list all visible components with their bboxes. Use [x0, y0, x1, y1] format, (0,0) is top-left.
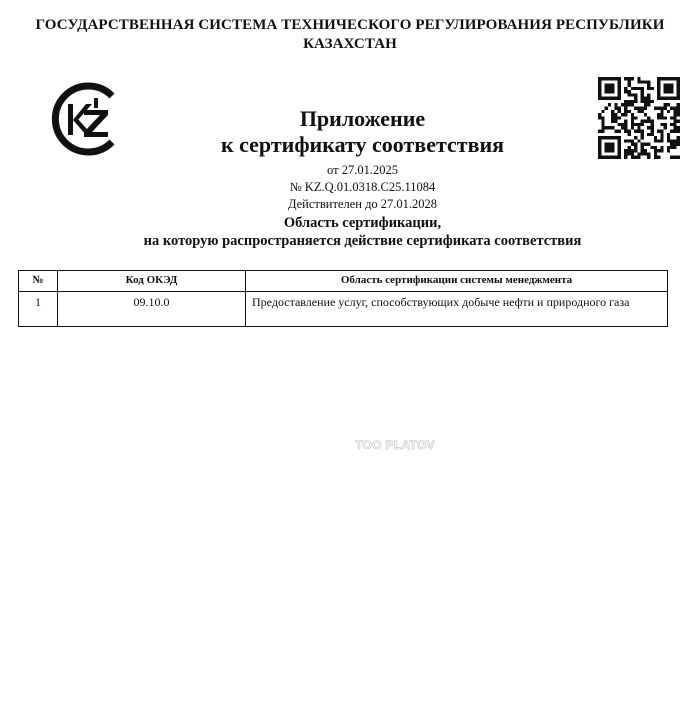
header-title	[10, 16, 690, 54]
certificate-validity: Действителен до 27.01.2028	[287, 197, 438, 211]
kz-conformity-mark-icon	[46, 80, 124, 158]
column-header-number: №	[19, 271, 58, 292]
row-number-cell: 1	[19, 292, 58, 327]
appendix-title-line2: к сертификату соответствия	[220, 132, 505, 157]
appendix-title-line1: Приложение	[299, 106, 426, 131]
column-header-scope: Область сертификации системы менеджмента	[246, 271, 668, 292]
scope-title	[60, 214, 665, 250]
watermark: ТОО PLATOV	[355, 438, 435, 452]
header-title-line1: ГОСУДАРСТВЕННАЯ СИСТЕМА ТЕХНИЧЕСКОГО РЕГУЛИРОВАНИЯ РЕСПУБЛИКИ	[35, 17, 665, 33]
certificate-info	[200, 162, 525, 213]
certificate-number: № KZ.Q.01.0318.C25.11084	[289, 180, 436, 194]
header-title-line2: КАЗАХСТАН	[303, 36, 397, 52]
scope-title-line1: Область сертификации,	[283, 215, 442, 231]
column-header-code: Код ОКЭД	[58, 271, 246, 292]
table-header-row	[19, 271, 668, 292]
scope-title-line2: на которую распространяется действие сертификата соответствия	[143, 233, 582, 249]
certificate-date: от 27.01.2025	[327, 163, 398, 177]
qr-code-icon	[598, 77, 680, 159]
row-code-cell: 09.10.0	[58, 292, 246, 327]
scope-table	[18, 270, 668, 327]
appendix-title	[150, 106, 575, 158]
table-row	[19, 292, 668, 327]
row-scope-cell: Предоставление услуг, способствующих добыче нефти и природного газа	[246, 292, 668, 327]
